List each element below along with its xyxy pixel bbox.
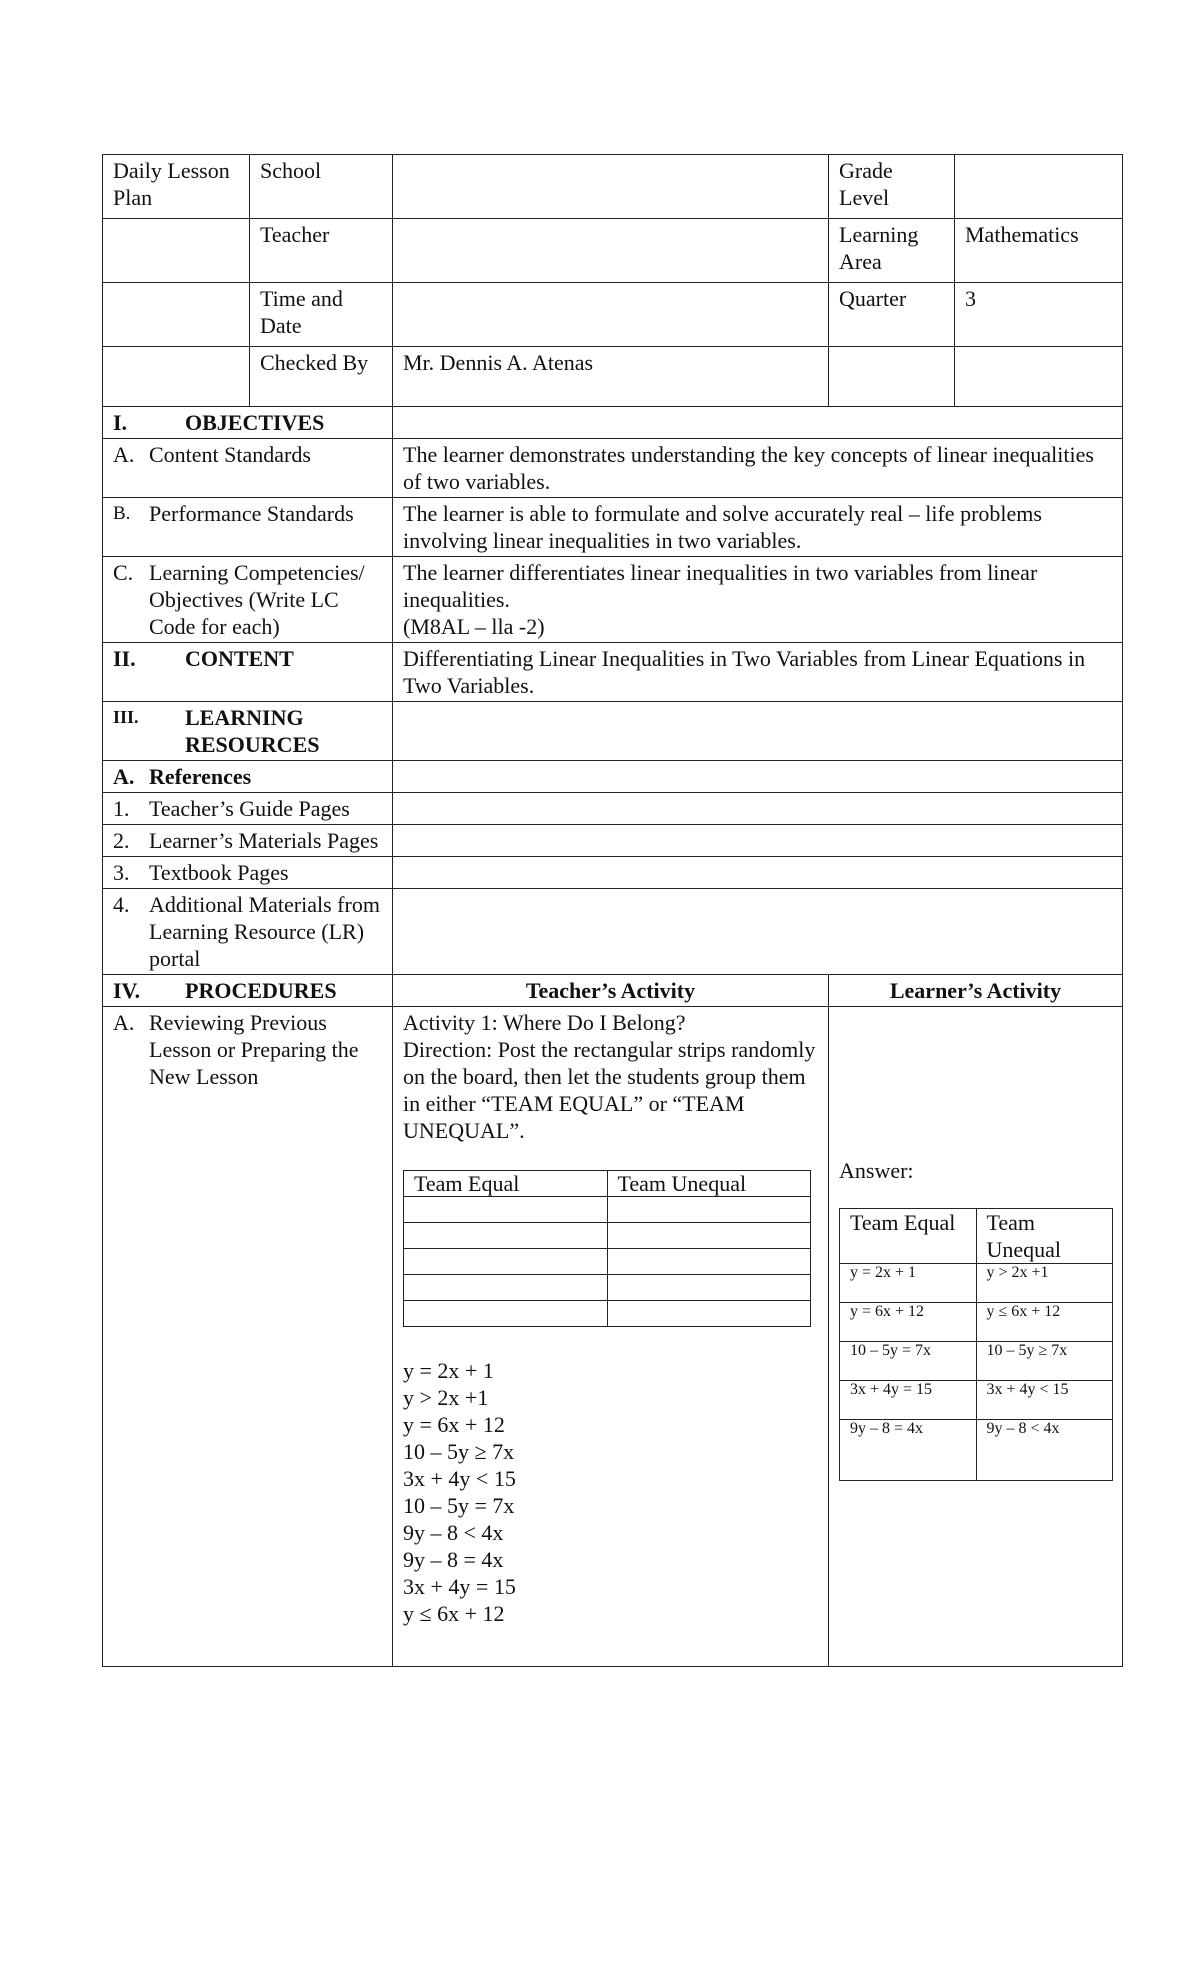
blank-cell [404, 1223, 608, 1249]
answer-cell: y ≤ 6x + 12 [976, 1303, 1113, 1342]
header-row-school [103, 155, 1123, 219]
learner-activity-header: Learner’s Activity [829, 975, 1123, 1007]
answer-label: Answer: [839, 1158, 914, 1183]
performance-standards-row [103, 498, 1123, 557]
team-unequal-header: Team Unequal [607, 1171, 811, 1197]
learning-competencies-label: C. Learning Competencies/ Objectives (Write LC Code for each) [113, 560, 365, 639]
procedure-a-row [103, 1007, 1123, 1667]
blank-cell [607, 1275, 811, 1301]
objectives-heading-row [103, 407, 1123, 439]
quarter-value: 3 [955, 283, 1123, 347]
learning-area-label: Learning Area [829, 219, 955, 283]
learning-area-value: Mathematics [955, 219, 1123, 283]
resource-item-row [103, 793, 1123, 825]
equation-strip: y > 2x +1 [403, 1385, 489, 1410]
blank-cell [404, 1197, 608, 1223]
performance-standards-label: B. Performance Standards [113, 501, 354, 526]
content-standards-row [103, 439, 1123, 498]
blank-cell [404, 1249, 608, 1275]
content-text: Differentiating Linear Inequalities in Two Variables from Linear Equations in Two Variables. [393, 643, 1123, 702]
school-value [393, 155, 829, 219]
answer-equal-header: Team Equal [840, 1209, 977, 1264]
answer-cell: 10 – 5y ≥ 7x [976, 1342, 1113, 1381]
content-standards-text: The learner demonstrates understanding the key concepts of linear inequalities of two variables. [393, 439, 1123, 498]
blank-cell [404, 1275, 608, 1301]
time-date-value [393, 283, 829, 347]
time-date-label: Time and Date [250, 283, 393, 347]
learning-competencies-row [103, 557, 1123, 643]
lc-code: (M8AL – lla -2) [403, 614, 545, 639]
procedures-heading: IV. PROCEDURES [103, 975, 393, 1007]
content-row [103, 643, 1123, 702]
equation-strip: 9y – 8 < 4x [403, 1520, 504, 1545]
performance-standards-text: The learner is able to formulate and solve accurately real – life problems involving linear inequalities in two variables. [393, 498, 1123, 557]
header-row-teacher [103, 219, 1123, 283]
teacher-value [393, 219, 829, 283]
teacher-label: Teacher [250, 219, 393, 283]
school-label: School [250, 155, 393, 219]
activity-direction: Direction: Post the rectangular strips randomly on the board, then let the students group them in either “TEAM EQUAL” or “TEAM UNEQUAL”. [403, 1037, 816, 1143]
blank-cell [607, 1197, 811, 1223]
resource-item: 4. Additional Materials from Learning Resource (LR) portal [113, 892, 380, 971]
blank-cell [607, 1301, 811, 1327]
equation-strip: 10 – 5y ≥ 7x [403, 1439, 515, 1464]
content-heading: II. CONTENT [103, 643, 393, 702]
procedures-heading-row [103, 975, 1123, 1007]
answer-cell: y > 2x +1 [976, 1264, 1113, 1303]
learning-competencies-text: The learner differentiates linear inequalities in two variables from linear inequalities. (M8AL – lla -2) [393, 557, 1123, 643]
equation-strip: y = 2x + 1 [403, 1358, 494, 1383]
team-equal-header: Team Equal [404, 1171, 608, 1197]
equation-strip: 9y – 8 = 4x [403, 1547, 504, 1572]
resource-item: 3. Textbook Pages [113, 860, 289, 885]
header-row-checked [103, 347, 1123, 407]
blank-cell [607, 1223, 811, 1249]
procedure-a-label: A. Reviewing Previous Lesson or Preparing the New Lesson [113, 1010, 359, 1089]
header-row-time [103, 283, 1123, 347]
blank-cell [607, 1249, 811, 1275]
answer-table [839, 1208, 1113, 1481]
blank-cell [404, 1301, 608, 1327]
doc-type-label: Daily Lesson Plan [103, 155, 250, 219]
resource-item-row [103, 889, 1123, 975]
resource-item: 2. Learner’s Materials Pages [113, 828, 379, 853]
content-standards-label: A. Content Standards [113, 442, 311, 467]
resource-item: 1. Teacher’s Guide Pages [113, 796, 350, 821]
teacher-activity-header: Teacher’s Activity [393, 975, 829, 1007]
teacher-activity-cell [393, 1007, 829, 1667]
checked-by-label: Checked By [250, 347, 393, 407]
answer-cell: 3x + 4y < 15 [976, 1381, 1113, 1420]
equation-strip: 3x + 4y = 15 [403, 1574, 516, 1599]
equation-list [403, 1357, 818, 1627]
equation-strip: 10 – 5y = 7x [403, 1493, 515, 1518]
grade-level-label: Grade Level [829, 155, 955, 219]
checked-by-value: Mr. Dennis A. Atenas [393, 347, 829, 407]
lesson-plan-table [102, 154, 1123, 1667]
answer-cell: 9y – 8 < 4x [976, 1420, 1113, 1481]
answer-cell: y = 6x + 12 [840, 1303, 977, 1342]
answer-cell: y = 2x + 1 [840, 1264, 977, 1303]
objectives-heading: I. OBJECTIVES [103, 407, 393, 439]
references-row [103, 761, 1123, 793]
learner-activity-cell [829, 1007, 1123, 1667]
equation-strip: y = 6x + 12 [403, 1412, 505, 1437]
learning-resources-heading: III. LEARNING RESOURCES [103, 702, 393, 761]
answer-cell: 10 – 5y = 7x [840, 1342, 977, 1381]
references-heading: A. References [103, 761, 393, 793]
answer-cell: 9y – 8 = 4x [840, 1420, 977, 1481]
quarter-label: Quarter [829, 283, 955, 347]
resource-item-row [103, 857, 1123, 889]
answer-cell: 3x + 4y = 15 [840, 1381, 977, 1420]
resource-item-row [103, 825, 1123, 857]
activity-title: Activity 1: Where Do I Belong? [403, 1010, 686, 1035]
equation-strip: 3x + 4y < 15 [403, 1466, 516, 1491]
grade-level-value [955, 155, 1123, 219]
answer-unequal-header: Team Unequal [976, 1209, 1113, 1264]
equation-strip: y ≤ 6x + 12 [403, 1601, 505, 1626]
team-sort-table [403, 1170, 811, 1327]
learning-resources-row [103, 702, 1123, 761]
